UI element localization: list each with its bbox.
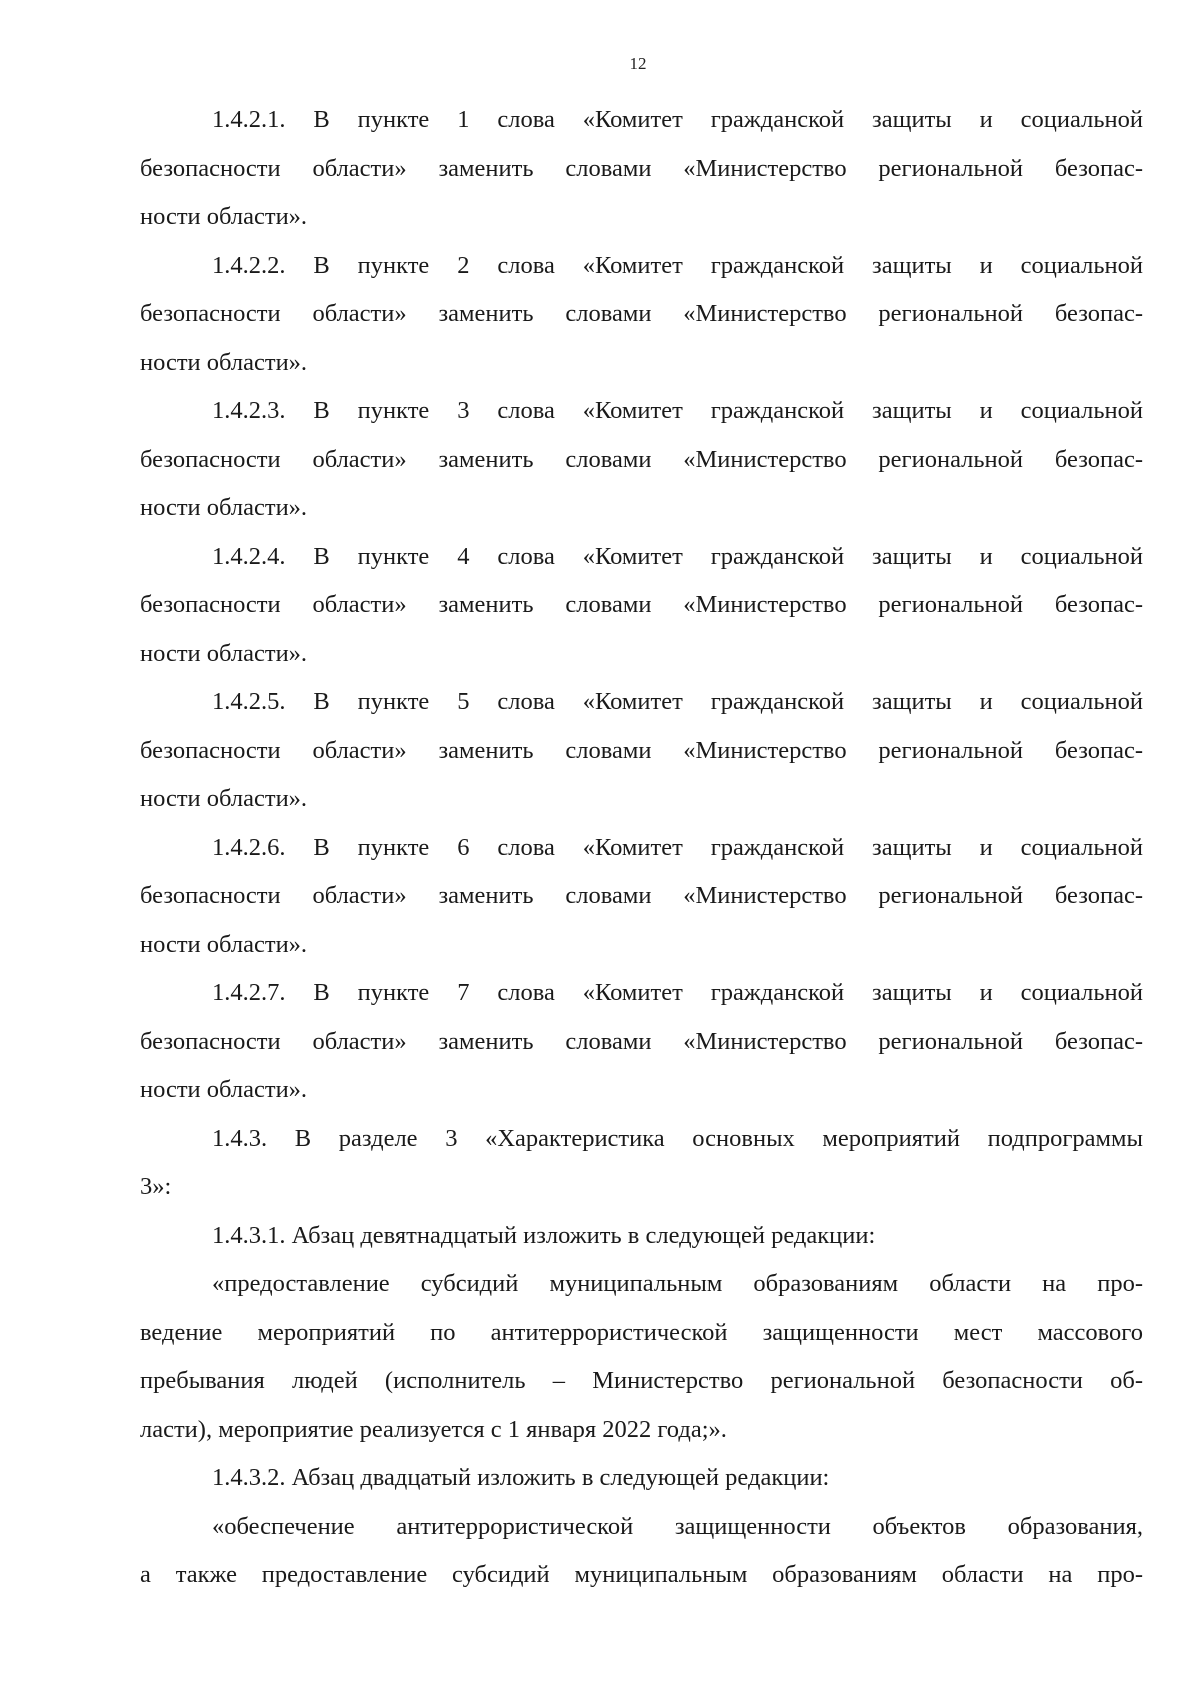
paragraph-line: 1.4.3.2. Абзац двадцатый изложить в следующей редакции: — [212, 1464, 830, 1491]
paragraph-line: ности области». — [140, 1076, 308, 1103]
paragraph-1-4-2-3 — [140, 387, 1143, 533]
paragraph-line: 1.4.3.1. Абзац девятнадцатый изложить в следующей редакции: — [212, 1221, 876, 1249]
paragraph-1-4-2-7 — [140, 969, 1143, 1115]
paragraph-1-4-2-1 — [140, 96, 1143, 242]
paragraph-line: ности области». — [140, 930, 308, 958]
paragraph-line: 1.4.2.1. В пункте 1 слова «Комитет гражданской защиты и социальной — [212, 106, 1143, 133]
paragraph-line: 1.4.2.3. В пункте 3 слова «Комитет гражданской защиты и социальной — [212, 397, 1143, 424]
paragraph-line: ности области». — [140, 203, 308, 230]
paragraph-line: безопасности области» заменить словами «Министерство региональной безопас- — [140, 154, 1143, 182]
paragraph-line: ности области». — [140, 785, 308, 812]
paragraph-line: безопасности области» заменить словами «Министерство региональной безопас- — [140, 445, 1143, 473]
paragraph-1-4-2-6 — [140, 824, 1143, 970]
paragraph-line: ности области». — [140, 494, 308, 521]
paragraph-line: ласти), мероприятие реализуется с 1 января 2022 года;». — [140, 1415, 727, 1443]
paragraph-line: ности области». — [140, 348, 308, 376]
paragraph-1-4-3-1 — [140, 1212, 1143, 1261]
paragraph-1-4-2-5 — [140, 678, 1143, 824]
paragraph-line: безопасности области» заменить словами «Министерство региональной безопас- — [140, 1027, 1143, 1055]
paragraph-line: 1.4.2.6. В пункте 6 слова «Комитет гражданской защиты и социальной — [212, 833, 1143, 861]
page-number: 12 — [629, 54, 647, 73]
paragraph-line: 1.4.2.4. В пункте 4 слова «Комитет гражданской защиты и социальной — [212, 542, 1143, 570]
paragraph-1-4-2-4 — [140, 533, 1143, 679]
paragraph-line: безопасности области» заменить словами «Министерство региональной безопас- — [140, 736, 1143, 764]
paragraph-line: а также предоставление субсидий муниципальным образованиям области на про- — [140, 1561, 1143, 1588]
paragraph-line: ведение мероприятий по антитеррористической защищенности мест массового — [140, 1318, 1143, 1346]
paragraph-line: 1.4.2.7. В пункте 7 слова «Комитет гражданской защиты и социальной — [212, 979, 1143, 1006]
paragraph-line: ности области». — [140, 639, 308, 667]
paragraph-1-4-2-2 — [140, 242, 1143, 388]
paragraph-line: 1.4.2.5. В пункте 5 слова «Комитет гражданской защиты и социальной — [212, 688, 1143, 715]
paragraph-line: безопасности области» заменить словами «Министерство региональной безопас- — [140, 882, 1143, 909]
paragraph-line: «обеспечение антитеррористической защищенности объектов образования, — [212, 1512, 1143, 1540]
paragraph-line: 3»: — [140, 1173, 172, 1200]
paragraph-line: 1.4.2.2. В пункте 2 слова «Комитет гражданской защиты и социальной — [212, 251, 1143, 279]
paragraph-1-4-3-2 — [140, 1454, 1143, 1503]
quoted-paragraph-2 — [140, 1503, 1143, 1600]
quoted-paragraph-1 — [140, 1260, 1143, 1454]
paragraph-line: безопасности области» заменить словами «Министерство региональной безопас- — [140, 300, 1143, 327]
document-body — [140, 96, 1143, 1600]
paragraph-line: «предоставление субсидий муниципальным образованиям области на про- — [212, 1270, 1143, 1297]
paragraph-line: пребывания людей (исполнитель – Министерство региональной безопасности об- — [140, 1367, 1143, 1394]
paragraph-1-4-3 — [140, 1115, 1143, 1212]
paragraph-line: безопасности области» заменить словами «Министерство региональной безопас- — [140, 591, 1143, 618]
paragraph-line: 1.4.3. В разделе 3 «Характеристика основных мероприятий подпрограммы — [212, 1124, 1143, 1152]
